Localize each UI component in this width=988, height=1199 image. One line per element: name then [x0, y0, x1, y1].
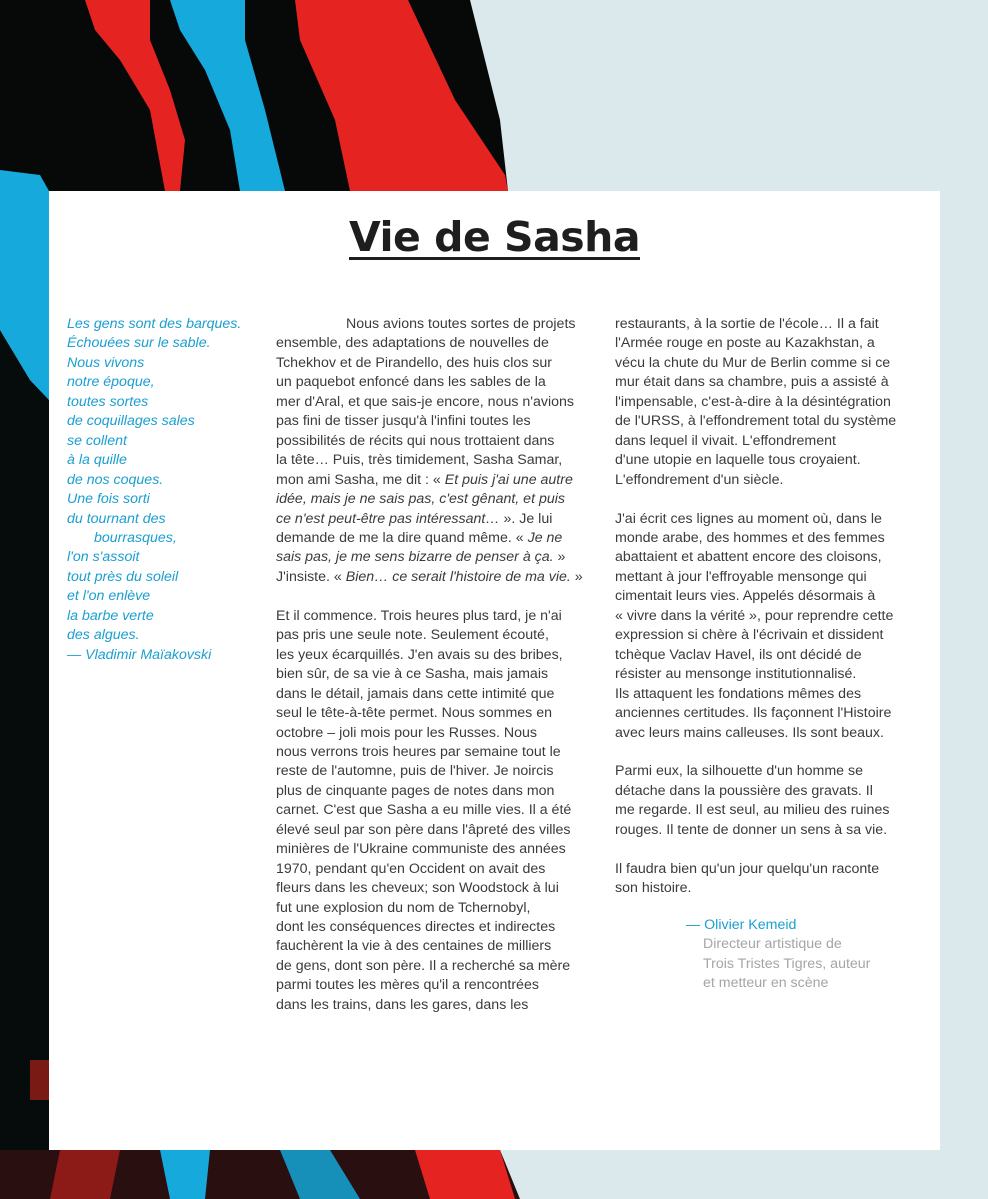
text-line: minières de l'Ukraine communiste des années	[276, 841, 566, 858]
text-line: Nous avions toutes sortes de projets	[346, 316, 576, 332]
text-run: ». Je lui	[499, 510, 553, 527]
text-line: fleurs dans les cheveux; son Woodstock à lui	[276, 880, 559, 897]
text-line: fauchèrent la vie à des centaines de milliers	[276, 938, 552, 955]
text-line: reste de l'automne, puis de l'hiver. Je noircis	[276, 763, 554, 780]
text-line	[276, 548, 601, 567]
poem-line: la barbe verte	[67, 607, 154, 624]
article-panel	[49, 191, 940, 1150]
text-line: expression si chère à l'écrivain et dissident	[615, 627, 884, 644]
text-line: de l'URSS, à l'effondrement total du système	[615, 413, 897, 430]
text-line: 1970, pendant qu'en Occident on avait des	[276, 860, 546, 877]
text-line: me regarde. Il est seul, au milieu des ruines	[615, 802, 890, 819]
text-line: possibilités de récits qui nous trottaient dans	[276, 432, 555, 449]
text-run: J'insiste. «	[276, 568, 346, 585]
text-line: mur était dans sa chambre, puis a assisté à	[615, 374, 889, 391]
text-line: pas fini de tisser jusqu'à l'infini toutes les	[276, 413, 531, 430]
page-title	[49, 207, 940, 267]
author-name: — Olivier Kemeid	[686, 917, 797, 933]
text-line: Parmi eux, la silhouette d'un homme se	[615, 763, 863, 780]
quote-run: Bien… ce serait l'histoire de ma vie.	[345, 568, 571, 585]
text-line: mettant à jour l'effroyable mensonge qui	[615, 568, 867, 585]
text-line: octobre – joli mois pour les Russes. Nous	[276, 724, 538, 741]
bg-red-spot	[30, 1060, 49, 1100]
poem-line: tout près du soleil	[67, 568, 179, 585]
poem-line: Nous vivons	[67, 354, 145, 371]
text-line: fut une explosion du nom de Tchernobyl,	[276, 899, 531, 916]
text-run: »	[570, 568, 583, 585]
bg-bottom-red-2	[50, 1150, 120, 1199]
text-line: un paquebot enfoncé dans les sables de la	[276, 374, 546, 391]
poem-attribution: — Vladimir Maïakovski	[67, 646, 212, 663]
text-line: monde arabe, des hommes et des femmes	[615, 529, 885, 546]
poem-line: des algues.	[67, 627, 140, 644]
text-run: demande de me la dire quand même. «	[276, 529, 528, 546]
text-line: mer d'Aral, et que sais-je encore, nous n'avions	[276, 393, 574, 410]
text-line: l'Armée rouge en poste au Kazakhstan, a	[615, 335, 875, 352]
text-line: Et il commence. Trois heures plus tard, je n'ai	[276, 607, 562, 624]
quote-run: Je ne	[527, 529, 563, 546]
text-line: bien sûr, de sa vie à ce Sasha, mais jamais	[276, 666, 549, 683]
text-line: L'effondrement d'un siècle.	[615, 471, 784, 488]
poem-line: Les gens sont des barques.	[67, 316, 242, 332]
quote-run: ce n'est peut-être pas intéressant…	[276, 510, 500, 527]
text-line: dans le détail, jamais dans cette intimité que	[276, 685, 555, 702]
author-role-line: et metteur en scène	[703, 975, 829, 992]
poem-line: se collent	[67, 432, 127, 449]
author-role-line: Trois Tristes Tigres, auteur	[703, 955, 871, 972]
text-line: plus de cinquante pages de notes dans mon	[276, 782, 555, 799]
paragraph	[276, 607, 601, 1016]
text-line: « vivre dans la vérité », pour reprendre cette	[615, 607, 894, 624]
quote-run: sais pas, je me sens bizarre de penser à ça.	[276, 549, 554, 566]
author-role-line: Directeur artistique de	[703, 936, 842, 953]
paragraph	[276, 315, 601, 587]
signature-block	[686, 916, 870, 994]
poem-line: notre époque,	[67, 374, 155, 391]
text-line: la tête… Puis, très timidement, Sasha Samar,	[276, 452, 563, 469]
text-line: abattaient et abattent encore des cloisons,	[615, 549, 882, 566]
poem-line: du tournant des	[67, 510, 166, 527]
text-line: détache dans la poussière des gravats. Il	[615, 782, 873, 799]
text-line: carnet. C'est que Sasha a eu mille vies. Il a été	[276, 802, 572, 819]
text-line	[276, 471, 601, 490]
epigraph-poem	[67, 315, 267, 665]
text-line: résister au mensonge institutionnalisé.	[615, 666, 857, 683]
paragraph	[615, 315, 933, 490]
poem-line: de nos coques.	[67, 471, 164, 488]
text-line: vécu la chute du Mur de Berlin comme si ce	[615, 354, 891, 371]
text-line: rouges. Il tente de donner un sens à sa vie.	[615, 821, 888, 838]
text-line: anciennes certitudes. Ils façonnent l'Histoire	[615, 705, 892, 722]
text-line: élevé seul par son père dans l'âpreté des villes	[276, 821, 571, 838]
poem-line: l'on s'assoit	[67, 549, 140, 566]
paragraph	[615, 510, 933, 743]
page-title-text: Vie de Sasha	[348, 213, 641, 261]
text-line: Il faudra bien qu'un jour quelqu'un raconte	[615, 860, 880, 877]
quote-run: idée, mais je ne sais pas, c'est gênant, et puis	[276, 491, 565, 508]
text-line	[276, 490, 601, 509]
paragraph	[615, 762, 933, 840]
text-line: dans lequel il vivait. L'effondrement	[615, 432, 836, 449]
text-line: pas pris une seule note. Seulement écouté,	[276, 627, 549, 644]
poem-line: toutes sortes	[67, 393, 149, 410]
text-line: J'ai écrit ces lignes au moment où, dans le	[615, 510, 882, 527]
quote-run: Et puis j'ai une autre	[444, 471, 573, 488]
poem-line: bourrasques,	[94, 529, 177, 546]
poem-line: Une fois sorti	[67, 491, 150, 508]
text-line: d'une utopie en laquelle tous croyaient.	[615, 452, 861, 469]
text-line: avec leurs mains calleuses. Ils sont beaux.	[615, 724, 884, 741]
text-line: dont les conséquences directes et indirectes	[276, 919, 556, 936]
text-line	[276, 510, 601, 529]
text-line: de gens, dont son père. Il a recherché sa mère	[276, 957, 571, 974]
text-line: parmi toutes les mères qu'il a rencontrées	[276, 977, 539, 994]
text-run: mon ami Sasha, me dit : «	[276, 471, 445, 488]
paragraph	[615, 860, 933, 899]
text-run: »	[553, 549, 566, 566]
poem-line: à la quille	[67, 452, 127, 469]
text-line: Ils attaquent les fondations mêmes des	[615, 685, 862, 702]
body-column-1	[276, 315, 601, 1035]
text-line	[276, 529, 601, 548]
poem-line: et l'on enlève	[67, 588, 151, 605]
bg-bottom-red	[415, 1150, 515, 1199]
body-column-2	[615, 315, 933, 918]
text-line: seul le tête-à-tête permet. Nous sommes en	[276, 705, 552, 722]
text-line: nous verrons trois heures par semaine tout le	[276, 743, 561, 760]
text-line: restaurants, à la sortie de l'école… Il a fait	[615, 316, 879, 332]
poem-line: de coquillages sales	[67, 413, 195, 430]
text-line: cimentait leurs vies. Appelés désormais à	[615, 588, 876, 605]
text-line: dans les trains, dans les gares, dans les	[276, 996, 529, 1013]
text-line: ensemble, des adaptations de nouvelles de	[276, 335, 549, 352]
text-line: les yeux écarquillés. J'en avais su des bribes,	[276, 646, 563, 663]
text-line: tchèque Vaclav Havel, ils ont décidé de	[615, 646, 862, 663]
text-line: son histoire.	[615, 880, 692, 897]
text-line: l'impensable, c'est-à-dire à la désintégration	[615, 393, 891, 410]
text-line: Tchekhov et de Pirandello, des huis clos sur	[276, 354, 553, 371]
poem-line: Échouées sur le sable.	[67, 335, 211, 352]
text-line	[276, 568, 601, 587]
